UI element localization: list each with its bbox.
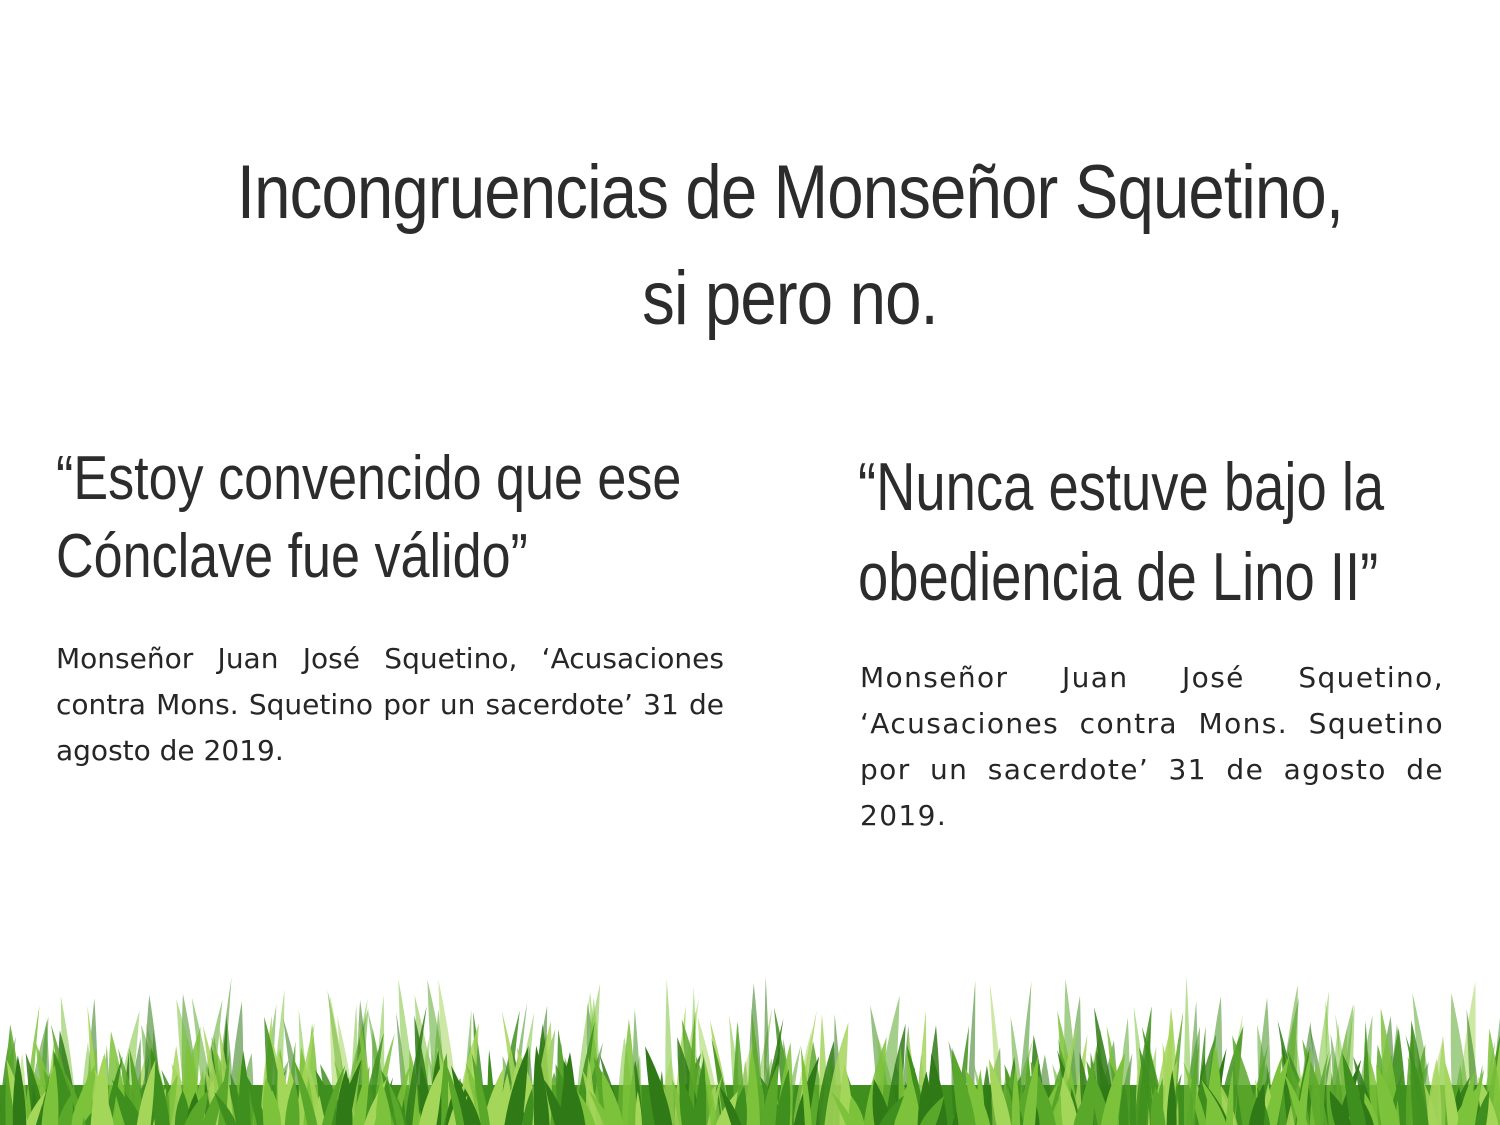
- left-quote-line-2: Cónclave fue válido”: [56, 522, 528, 591]
- slide-title-line-2: si pero no.: [642, 256, 938, 341]
- left-citation: Monseñor Juan José Squetino, ‘Acusaciones contra Mons. Squetino por un sacerdote’ 31 de agosto de 2019.: [56, 642, 724, 767]
- right-quote: [858, 442, 1384, 622]
- slide-title: [214, 140, 1366, 352]
- right-quote-line-1: “Nunca estuve bajo la: [858, 449, 1385, 525]
- grass-decoration: [0, 965, 1500, 1125]
- left-quote: [56, 440, 681, 596]
- slide-title-line-1: Incongruencias de Monseñor Squetino,: [236, 150, 1344, 235]
- right-quote-line-2: obediencia de Lino II”: [858, 539, 1379, 615]
- left-quote-line-1: “Estoy convencido que ese: [56, 444, 682, 513]
- right-citation: Monseñor Juan José Squetino, ‘Acusaciones contra Mons. Squetino por un sacerdote’ 31 de agosto de 2019.: [860, 661, 1444, 832]
